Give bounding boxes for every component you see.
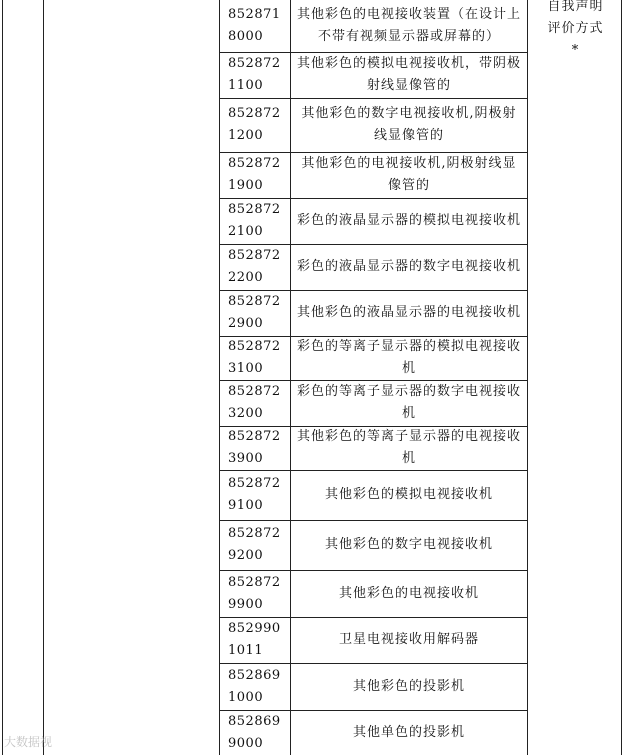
hs-code-cell [220, 53, 290, 97]
hs-code-part: 852872 [228, 574, 281, 590]
product-description-cell: 彩色的等离子显示器的数字电视接收机 [297, 384, 522, 421]
hs-code-part: 852869 [228, 667, 281, 683]
hs-code-part: 852872 [228, 384, 281, 399]
hs-code-cell [220, 153, 290, 197]
hs-code-cell [220, 103, 290, 147]
hs-code-cell [220, 523, 290, 567]
product-description-cell: 其他彩色的投影机 [352, 678, 465, 694]
assessment-method-line: 评价方式 [547, 21, 604, 36]
hs-code-part: 3200 [228, 406, 264, 421]
hs-code-part: 852872 [228, 526, 281, 541]
hs-code-part: 852872 [228, 248, 281, 263]
product-description-cell: 卫星电视接收用解码器 [338, 632, 479, 647]
hs-code-cell [220, 381, 290, 425]
hs-code-cell [220, 618, 290, 662]
hs-code-part: 3900 [228, 451, 264, 466]
assessment-method-line: 自我声明 [547, 0, 604, 14]
hs-code-part: 9900 [228, 596, 264, 612]
hs-code-part: 852871 [228, 7, 281, 22]
product-description-cell: 彩色的液晶显示器的模拟电视接收机 [297, 213, 522, 228]
hs-code-part: 3100 [228, 361, 264, 376]
hs-code-cell [220, 473, 290, 517]
table-border-left [2, 0, 3, 755]
assessment-method-cell [528, 0, 623, 62]
hs-code-part: 2900 [228, 316, 264, 331]
hs-code-part: 9100 [228, 498, 264, 513]
hs-code-cell [220, 426, 290, 470]
product-description-cell: 其他单色的投影机 [352, 724, 465, 740]
hs-code-cell [220, 711, 290, 755]
product-description-cell: 其他彩色的电视接收机 [338, 585, 479, 601]
hs-code-part: 8000 [228, 29, 264, 44]
product-description-cell: 其他彩色的等离子显示器的电视接收机 [297, 429, 522, 466]
product-description-cell: 彩色的液晶显示器的数字电视接收机 [297, 259, 522, 274]
hs-code-cell [220, 199, 290, 243]
hs-code-cell [220, 336, 290, 380]
product-description-cell: 其他彩色的电视接收装置（在设计上不带有视频显示器或屏幕的） [297, 7, 522, 44]
hs-code-part: 1100 [228, 78, 264, 93]
hs-code-cell [220, 572, 290, 616]
hs-code-part: 9000 [228, 735, 264, 751]
product-description-cell: 其他彩色的电视接收机,阴极射线显像管的 [301, 156, 517, 193]
product-description-cell: 其他彩色的数字电视接收机,阴极射线显像管的 [301, 106, 517, 143]
hs-code-part: 852872 [228, 339, 281, 354]
hs-code-part: 1000 [228, 689, 264, 705]
hs-code-cell [220, 4, 290, 48]
hs-code-part: 1011 [228, 643, 264, 658]
hs-code-part: 9200 [228, 548, 264, 563]
column-divider [527, 0, 528, 755]
hs-code-part: 2200 [228, 270, 264, 285]
product-description-cell: 其他彩色的模拟电视接收机 [324, 487, 493, 502]
hs-code-part: 852872 [228, 56, 281, 71]
hs-code-part: 1200 [228, 128, 264, 143]
assessment-method-mark: * [571, 43, 580, 58]
hs-code-part: 852872 [228, 202, 281, 217]
hs-code-part: 852869 [228, 713, 281, 729]
hs-code-cell [220, 665, 290, 709]
product-description-cell: 彩色的等离子显示器的模拟电视接收机 [297, 339, 522, 376]
hs-code-part: 852990 [228, 621, 281, 636]
watermark: 大数据视 [4, 735, 53, 749]
product-description-cell: 其他彩色的模拟电视接收机，带阴极射线显像管的 [297, 56, 522, 93]
product-description-cell: 其他彩色的数字电视接收机 [324, 537, 493, 552]
hs-code-part: 852872 [228, 476, 281, 491]
product-description-cell: 其他彩色的液晶显示器的电视接收机 [297, 305, 522, 320]
column-divider [43, 0, 44, 755]
hs-code-part: 852872 [228, 106, 281, 121]
hs-code-part: 852872 [228, 294, 281, 309]
hs-code-part: 1900 [228, 178, 264, 193]
hs-code-part: 2100 [228, 224, 264, 239]
hs-code-cell [220, 245, 290, 289]
hs-code-part: 852872 [228, 429, 281, 444]
hs-code-part: 852872 [228, 156, 281, 171]
hs-code-cell [220, 291, 290, 335]
table-border-right [621, 0, 622, 755]
